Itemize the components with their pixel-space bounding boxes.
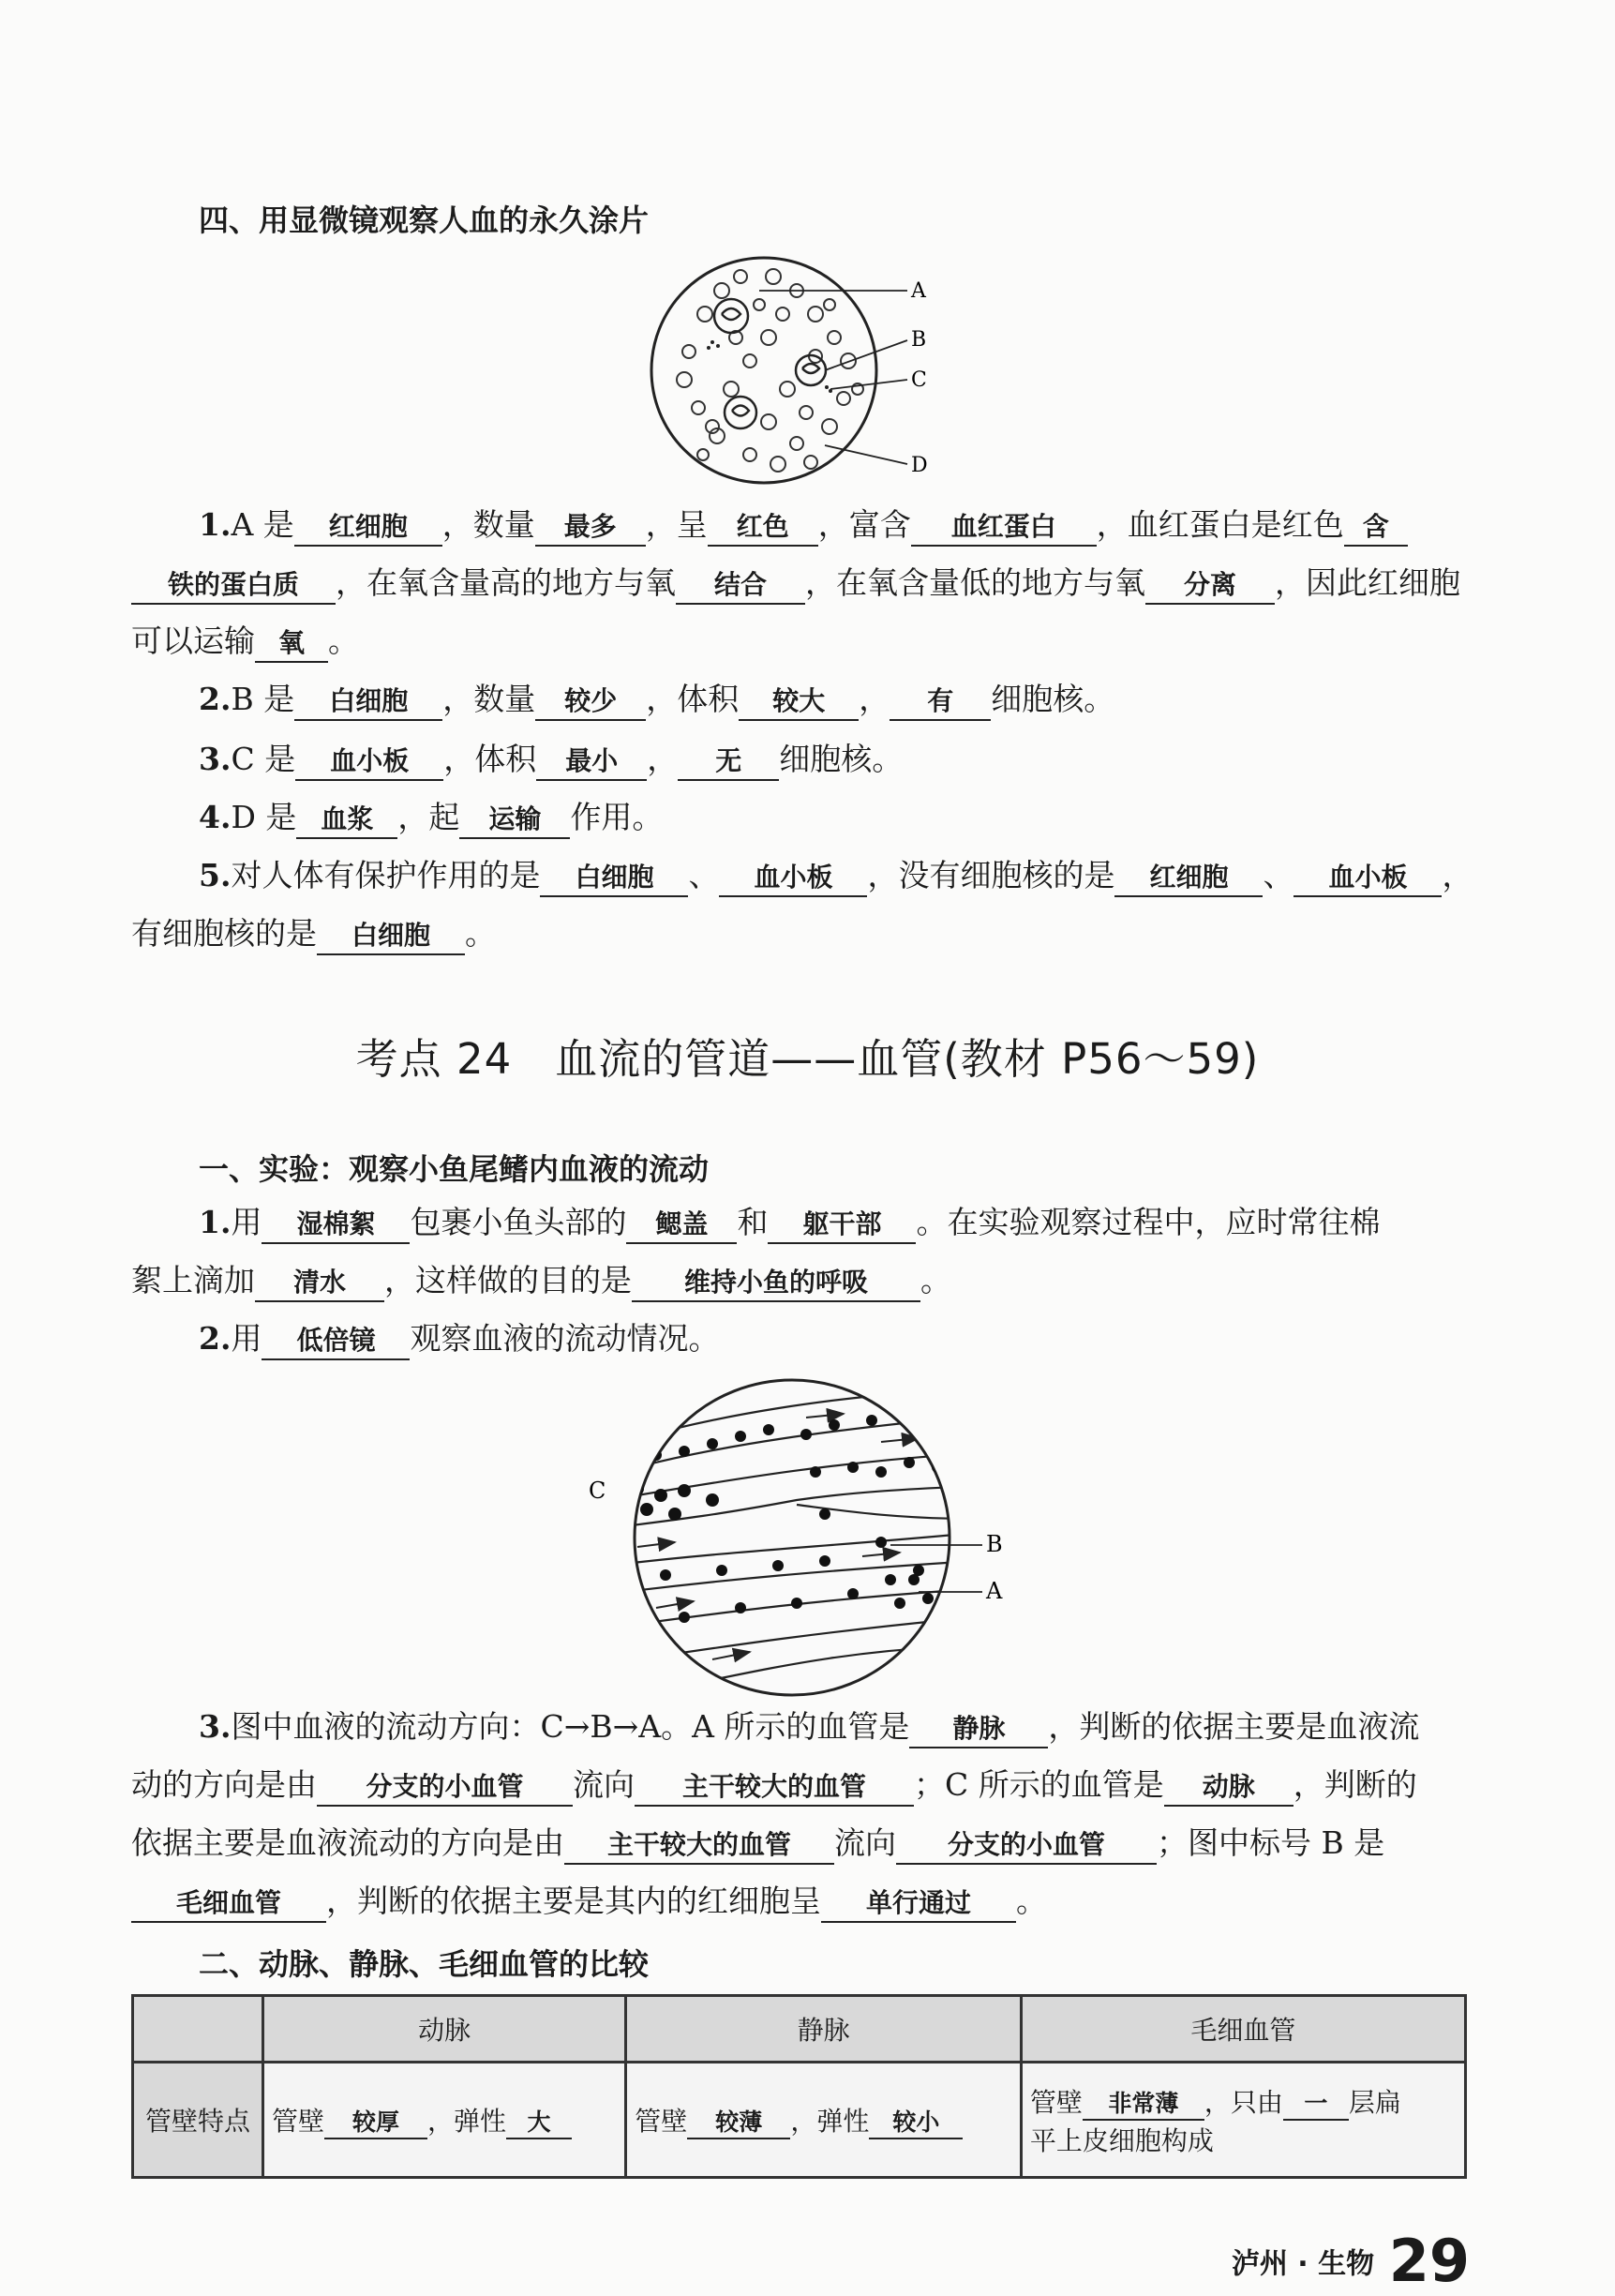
table-header-artery: 动脉 [263,1996,626,2063]
answer-blank[interactable]: 红细胞 [1114,860,1263,897]
answer-blank[interactable]: 氧 [255,625,328,663]
page-footer [1232,2227,1470,2295]
answer-blank[interactable]: 最多 [535,509,646,547]
table-header-vein: 静脉 [626,1996,1022,2063]
answer-blank[interactable]: 红色 [708,509,818,547]
label-C: C [911,368,927,392]
artery-cell: 管壁 较厚 ，弹性 大 [263,2063,626,2178]
question-1-line-1: 1.A 是 红细胞 ，数量 最多 ，呈 红色 ，富含 血红蛋白 ，血红蛋白是红色 含 [199,506,1408,547]
answer-blank[interactable]: 有 [890,683,991,721]
answer-blank[interactable]: 主干较大的血管 [635,1769,914,1807]
label-B: B [986,1531,1003,1557]
experiment-q2: 2.用 低倍镜 观察血液的流动情况。 [199,1320,719,1360]
capillary-cell: 管壁 非常薄 ，只由 一 层扁 平上皮细胞构成 [1021,2063,1465,2178]
page-number: 29 [1388,2227,1470,2295]
answer-blank[interactable]: 鳃盖 [626,1207,737,1244]
section-heading-experiment: 一、实验：观察小鱼尾鳍内血液的流动 [199,1151,710,1187]
experiment-q3-line-2: 动的方向是由 分支的小血管 流向 主干较大的血管 ；C 所示的血管是 动脉 ，判断的 [131,1766,1417,1807]
experiment-q3-line-1: 3.图中血液的流动方向：C→B→A。A 所示的血管是 静脉 ，判断的依据主要是血液流 [199,1708,1419,1748]
answer-blank[interactable]: 白细胞 [317,918,465,955]
answer-blank[interactable]: 铁的蛋白质 [131,567,336,605]
answer-blank[interactable]: 运输 [459,802,570,839]
vein-cell: 管壁 较薄 ，弹性 较小 [626,2063,1022,2178]
answer-blank[interactable]: 血小板 [295,743,443,781]
red-blood-cells [677,269,863,472]
blood-smear-diagram [647,248,956,497]
experiment-q3-line-3: 依据主要是血液流动的方向是由 主干较大的血管 流向 分支的小血管 ；图中标号 B 是 [131,1824,1384,1865]
experiment-q1-line-2: 絮上滴加 清水 ，这样做的目的是 维持小鱼的呼吸 。 [131,1262,951,1302]
answer-blank[interactable]: 一 [1283,2085,1349,2121]
answer-blank[interactable]: 红细胞 [294,509,442,547]
answer-blank[interactable]: 较厚 [324,2104,427,2139]
answer-blank[interactable]: 清水 [255,1265,384,1302]
answer-blank[interactable]: 低倍镜 [262,1323,410,1360]
answer-blank[interactable]: 单行通过 [821,1885,1016,1923]
question-5-line-1: 5.对人体有保护作用的是 白细胞 、 血小板 ，没有细胞核的是 红细胞 、 血小板 ， [199,857,1473,897]
answer-blank[interactable]: 湿棉絮 [262,1207,410,1244]
question-3: 3.C 是 血小板 ，体积 最小 ， 无 细胞核。 [199,741,903,781]
footer-label: 泸州 · 生物 [1231,2247,1375,2281]
vessel-comparison-table [131,1994,1467,2179]
section-heading-comparison: 二、动脉、静脉、毛细血管的比较 [199,1946,650,1982]
answer-blank[interactable]: 动脉 [1164,1769,1293,1807]
answer-blank[interactable]: 分支的小血管 [317,1769,573,1807]
answer-blank[interactable]: 非常薄 [1083,2085,1204,2121]
section-heading-microscope: 四、用显微镜观察人血的永久涂片 [199,203,650,238]
row-label: 管壁特点 [133,2063,263,2178]
answer-blank[interactable]: 血小板 [1293,860,1442,897]
answer-blank[interactable]: 分支的小血管 [896,1827,1157,1865]
answer-blank[interactable]: 静脉 [909,1711,1048,1748]
label-B: B [911,328,927,352]
fish-tail-flow-diagram [581,1378,1022,1702]
label-D: D [911,454,928,477]
answer-blank[interactable]: 血小板 [719,860,867,897]
answer-blank[interactable]: 无 [678,743,779,781]
question-1-line-3: 可以运输 氧 。 [131,623,359,663]
answer-blank[interactable]: 结合 [676,567,805,605]
answer-blank[interactable]: 含 [1344,509,1408,547]
question-4: 4.D 是 血浆 ，起 运输 作用。 [199,799,663,839]
answer-blank[interactable]: 血浆 [296,802,397,839]
answer-blank[interactable]: 维持小鱼的呼吸 [632,1265,920,1302]
label-C: C [589,1478,606,1504]
answer-blank[interactable]: 较小 [869,2104,963,2139]
answer-blank[interactable]: 白细胞 [540,860,688,897]
answer-blank[interactable]: 最小 [536,743,647,781]
experiment-q1-line-1: 1.用 湿棉絮 包裹小鱼头部的 鳃盖 和 躯干部 。在实验观察过程中，应时常往棉 [199,1204,1380,1244]
answer-blank[interactable]: 较薄 [687,2104,790,2139]
answer-blank[interactable]: 主干较大的血管 [564,1827,834,1865]
table-header-blank [133,1996,263,2063]
topic-title: 考点 24 血流的管道——血管(教材 P56～59) [355,1034,1260,1084]
table-row [133,2063,1466,2178]
question-1-line-2: 铁的蛋白质 ，在氧含量高的地方与氧 结合 ，在氧含量低的地方与氧 分离 ，因此红细胞 [131,564,1460,605]
table-header-capillary: 毛细血管 [1021,1996,1465,2063]
experiment-q3-line-4: 毛细血管 ，判断的依据主要是其内的红细胞呈 单行通过 。 [131,1883,1047,1923]
label-A: A [986,1578,1003,1604]
question-2: 2.B 是 白细胞 ，数量 较少 ，体积 较大 ， 有 细胞核。 [199,681,1114,721]
answer-blank[interactable]: 分离 [1145,567,1275,605]
table-header-row [133,1996,1466,2063]
answer-blank[interactable]: 白细胞 [294,683,442,721]
label-A: A [911,279,926,303]
answer-blank[interactable]: 较大 [739,683,859,721]
answer-blank[interactable]: 较少 [535,683,646,721]
answer-blank[interactable]: 躯干部 [768,1207,916,1244]
answer-blank[interactable]: 大 [506,2104,572,2139]
answer-blank[interactable]: 毛细血管 [131,1885,326,1923]
answer-blank[interactable]: 血红蛋白 [911,509,1097,547]
question-5-line-2: 有细胞核的是 白细胞 。 [131,915,496,955]
